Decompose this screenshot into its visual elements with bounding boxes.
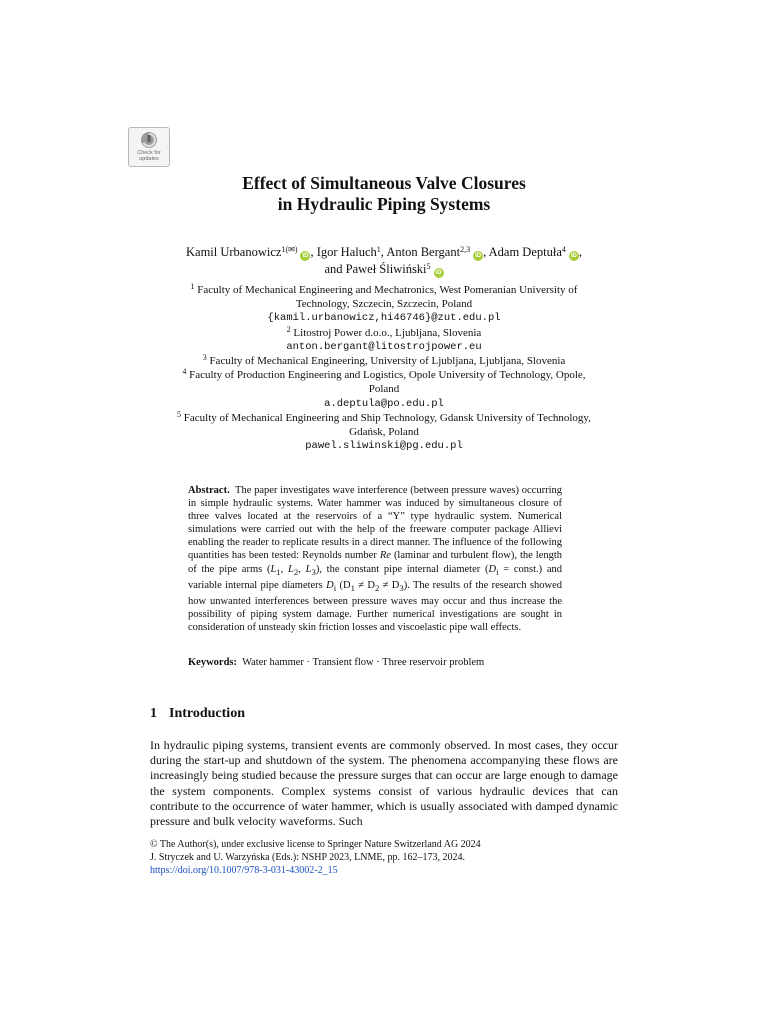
author-name: Adam Deptuła [488,245,562,259]
abstract-subscript: 1 [276,566,281,577]
orcid-icon[interactable]: iD [475,253,482,259]
affiliation-number: 5 [177,409,182,419]
abstract-symbol: L [288,563,294,575]
abstract-subscript: 3 [311,566,316,577]
author-line-1: Kamil Urbanowicz$^{1(✉)}$iD , Igor Haluch$^1$, Anton Bergant$^{2,3}$iD , Adam Deptuła$^4$iD , [186,245,582,259]
affiliation-text: Litostroj Power d.o.o., Ljubljana, Slovenia [293,326,482,339]
keywords-text: Water hammer · Transient flow · Three reservoir problem [242,657,485,668]
affiliation-3 [150,354,618,368]
affiliation-text: Faculty of Mechanical Engineering and Ship Technology, Gdansk University of Technology, [183,411,591,424]
section-heading [150,705,245,722]
author-superscript: 4 [561,245,566,254]
keywords [188,656,578,669]
affiliations [150,283,618,453]
section-title: Introduction [169,706,245,721]
orcid-icon[interactable]: iD [570,253,577,259]
section-number: 1 [150,706,157,721]
abstract-text: ≠ D [379,579,400,591]
abstract-text: (D [336,579,351,591]
intro-paragraph: In hydraulic piping systems, transient events are commonly observed. In most cases, they occur during the start-up and shutdown of the system. The phenomena accompanying these flows are increasingly being studied because the pressure surges that can occur are large enough to damage the system components. Complex systems consist of various hydraulic devices that can contribute to the occurrence of water hammer, which is usually associated with damped dynamic pressure and bulk velocity waveforms. Such [150,738,618,829]
affiliation-number: 4 [182,367,187,377]
author-email[interactable]: {kamil.urbanowicz,hi46746}@zut.edu.pl [267,312,501,325]
author-email[interactable]: anton.bergant@litostrojpower.eu [286,340,482,353]
author-email[interactable]: pawel.sliwinski@pg.edu.pl [305,440,463,453]
abstract-subscript: i [496,566,499,577]
orcid-icon[interactable]: iD [302,253,309,259]
abstract-subscript: 2 [293,566,299,577]
affiliation-4 [150,368,618,382]
abstract-text: ), the constant pipe internal diameter ( [315,563,489,575]
affiliation-number: 2 [286,324,291,334]
abstract-text: , [280,563,289,575]
author-name: Kamil Urbanowicz [186,245,282,259]
abstract-subscript: 2 [374,582,380,593]
author-name: and Paweł Śliwiński [324,262,427,276]
author-line-2 [120,261,648,278]
author-superscript: 5 [426,262,431,271]
affiliation-text: Gdańsk, Poland [349,426,419,439]
affiliation-text: Faculty of Mechanical Engineering and Mechatronics, West Pomeranian University of [197,284,578,296]
abstract-text: (laminar and turbulent flow), the length of the pipe arms ( [188,550,563,575]
affiliation-text: Poland [368,383,400,396]
doi-link[interactable]: https://doi.org/10.1007/978-3-031-43002-2_15 [150,865,338,876]
author-name: Igor Haluch [316,245,377,259]
abstract-subscript: i [333,582,337,593]
abstract-text: ≠ D [354,579,375,591]
citation: J. Stryczek and U. Warzyńska (Eds.): NSHP 2023, LNME, pp. 162–173, 2024. [150,852,465,863]
keywords-label: Keywords: [188,657,237,668]
orcid-icon[interactable]: iD [435,270,442,276]
abstract-symbol: D [488,563,497,575]
affiliation-1 [150,283,618,297]
affiliation-text: Faculty of Mechanical Engineering, University of Ljubljana, Ljubljana, Slovenia [209,355,566,368]
author-superscript: 1(✉) [281,245,298,254]
badge-label: Check for updates [137,150,161,162]
affiliation-number: 1 [190,282,195,291]
title-line-1: Effect of Simultaneous Valve Closures [242,173,526,193]
copyright-notice: © The Author(s), under exclusive license to Springer Nature Switzerland AG 2024 [150,839,481,850]
author-list [120,244,648,278]
check-for-updates-badge[interactable] [128,127,170,167]
author-superscript: 2,3 [460,245,471,254]
author-email[interactable]: a.deptula@po.edu.pl [324,397,444,410]
abstract-subscript: 1 [350,582,355,593]
affiliation-5 [150,411,618,425]
abstract-symbol: L [305,563,312,575]
abstract-text: The paper investigates wave interference (between pressure waves) occurring in simple hydraulic systems. Water hammer was induced by simultaneous closure of three valves located at the reservoirs of a “Y” type hydraulic system. Numerical simulations were carried out with the help of the freeware computer package Allievi enabling the reader to replicate results in a direct manner. The influence of the following quantities has been tested: Reynolds number [188,485,562,562]
paper-title [120,173,648,215]
abstract-text: , [298,563,306,575]
footer [150,838,618,877]
author-superscript: 1 [376,245,381,254]
affiliation-number: 3 [202,353,207,363]
abstract-symbol: Re [379,550,391,562]
abstract-text: = const.) and variable internal pipe diameters [188,563,563,591]
abstract-symbol: D [326,579,334,591]
author-name: Anton Bergant [386,245,461,259]
title-line-2: in Hydraulic Piping Systems [277,194,491,214]
affiliation-text: Faculty of Production Engineering and Logistics, Opole University of Technology, Opole, [189,369,586,382]
abstract-text: ). The results of the research showed how unwanted interferences between pressure waves may occur and thus increase the possibility of piping system damage. Further numerical investigations are sought in consideration of unsteady skin friction losses and viscoelastic pipe wall effects. [188,579,562,634]
abstract-label: Abstract. [188,485,230,496]
check-for-updates-icon [140,131,158,149]
affiliation-2 [150,326,618,340]
abstract [188,484,562,634]
abstract-subscript: 3 [399,582,404,593]
abstract-symbol: L [270,563,277,575]
affiliation-text: Technology, Szczecin, Szczecin, Poland [295,298,473,311]
